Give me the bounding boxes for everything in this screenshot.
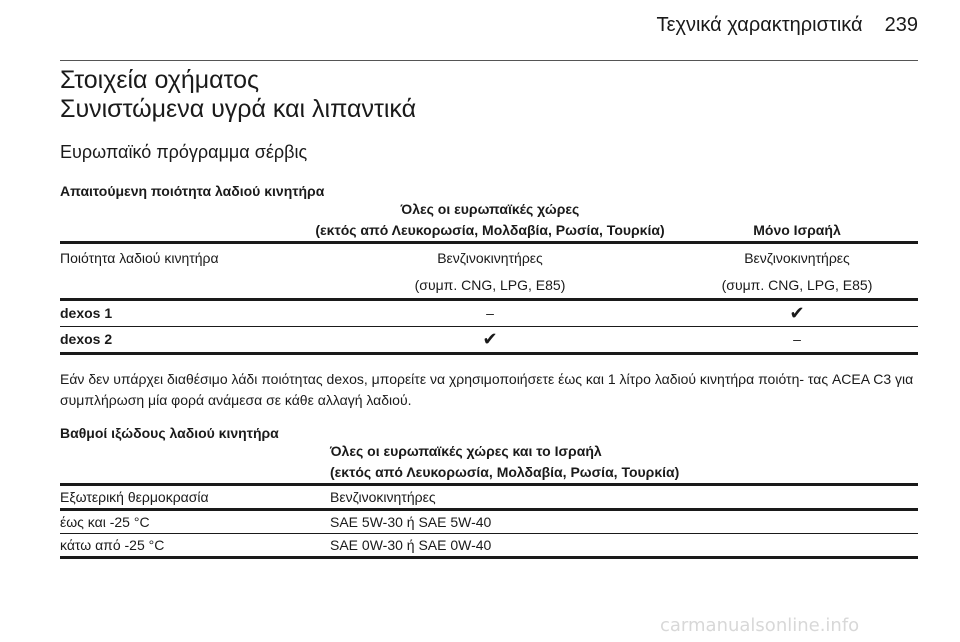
heading-service-schedule: Ευρωπαϊκό πρόγραμμα σέρβις xyxy=(60,142,308,162)
viscosity-table xyxy=(60,441,918,559)
table-header-row xyxy=(60,441,918,485)
col-header-all-countries: Όλες οι ευρωπαϊκές χώρες και το Ισραήλ (εκτός από Λευκορωσία, Μολδαβία, Ρωσία, Τουρκία) xyxy=(330,443,680,480)
section-title: Τεχνικά χαρακτηριστικά xyxy=(656,14,863,36)
page-header xyxy=(657,14,918,37)
dexos-note: Εάν δεν υπάρχει διαθέσιμο λάδι ποιότητας dexos, μπορείτε να χρησιμοποιήσετε έως και 1 λίτρο λαδιού κινητήρα ποιότη- τας ACEA C3 για συμπλήρωση μία φορά ανάμεσα σε κάθε αλλαγή λαδιού. xyxy=(60,371,914,408)
col-header-europe: Όλες οι ευρωπαϊκές χώρες (εκτός από Λευκορωσία, Μολδαβία, Ρωσία, Τουρκία) xyxy=(315,201,665,238)
viscosity-title: Βαθμοί ιξώδους λαδιού κινητήρα xyxy=(60,425,279,441)
table-row: dexos 1 – ✔ xyxy=(60,300,918,327)
table-row: Εξωτερική θερμοκρασία Βενζινοκινητήρες xyxy=(60,485,918,510)
oil-quality-table xyxy=(60,199,918,355)
oil-quality-title: Απαιτούμενη ποιότητα λαδιού κινητήρα xyxy=(60,183,325,199)
header-divider xyxy=(60,60,918,61)
table-row: dexos 2 ✔ – xyxy=(60,327,918,354)
heading-recommended-fluids: Συνιστώμενα υγρά και λιπαντικά xyxy=(60,95,417,123)
table-header-row xyxy=(60,199,918,243)
page-number: 239 xyxy=(884,14,918,36)
check-icon: ✔ xyxy=(789,303,805,323)
table-row: κάτω από -25 °C SAE 0W-30 ή SAE 0W-40 xyxy=(60,534,918,558)
col-header-israel: Μόνο Ισραήλ xyxy=(753,222,841,238)
table-row: έως και -25 °C SAE 5W-30 ή SAE 5W-40 xyxy=(60,510,918,534)
check-icon: ✔ xyxy=(482,329,498,349)
watermark: carmanualsonline.info xyxy=(660,615,860,636)
table-row: Ποιότητα λαδιού κινητήρα Βενζινοκινητήρες (συμπ. CNG, LPG, E85) Βενζινοκινητήρες (συμπ. CNG, LPG, E85) xyxy=(60,243,918,300)
heading-vehicle-data: Στοιχεία οχήματος xyxy=(60,66,260,94)
page-content xyxy=(60,64,918,559)
